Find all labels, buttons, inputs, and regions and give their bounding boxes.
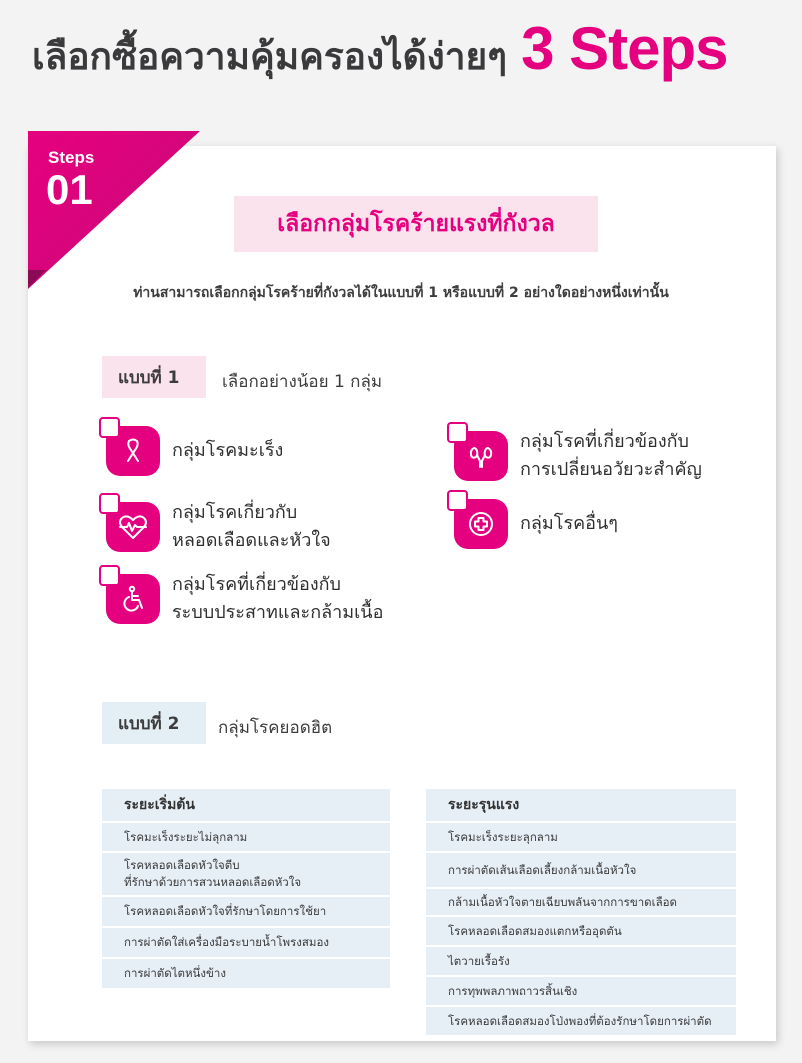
option-checkbox[interactable]: [447, 490, 468, 511]
step-title: เลือกกลุ่มโรคร้ายแรงที่กังวล: [234, 196, 598, 252]
option-label-line2: ระบบประสาทและกล้ามเนื้อ: [172, 602, 384, 623]
early-stage-table: [102, 789, 390, 988]
table-row: การทุพพลภาพถาวรสิ้นเชิง: [426, 975, 736, 1005]
option-checkbox[interactable]: [447, 422, 468, 443]
table-row: การผ่าตัดเส้นเลือดเลี้ยงกล้ามเนื้อหัวใจ: [426, 851, 736, 887]
step-description: ท่านสามารถเลือกกลุ่มโรคร้ายที่กังวลได้ในแบบที่ 1 หรือแบบที่ 2 อย่างใดอย่างหนึ่งเท่านั้น: [133, 285, 669, 301]
plan1-description: เลือกอย่างน้อย 1 กลุ่ม: [222, 372, 383, 392]
medical-cross-icon: [454, 499, 508, 549]
option-label-line2: การเปลี่ยนอวัยวะสำคัญ: [520, 459, 702, 480]
option-label: กลุ่มโรคมะเร็ง: [172, 440, 284, 461]
plan2-description: กลุ่มโรคยอดฮิต: [218, 718, 333, 738]
plan1-label: แบบที่ 1: [102, 356, 206, 398]
table-row: การผ่าตัดไตหนึ่งข้าง: [102, 957, 390, 988]
severe-stage-table: [426, 789, 736, 1035]
option-neuromuscular[interactable]: [106, 571, 383, 627]
headline-text: เลือกซื้อความคุ้มครองได้ง่ายๆ: [32, 35, 508, 78]
table-row: โรคหลอดเลือดสมองแตกหรืออุดตัน: [426, 915, 736, 945]
option-checkbox[interactable]: [99, 493, 120, 514]
headline-accent: 3 Steps: [521, 15, 728, 82]
step-number: 01: [46, 166, 93, 213]
cancer-ribbon-icon: [106, 426, 160, 476]
option-cardiovascular[interactable]: [106, 499, 331, 555]
option-checkbox[interactable]: [99, 565, 120, 586]
table-row-line1: โรคหลอดเลือดหัวใจตีบ: [124, 858, 240, 872]
step-label: Steps: [48, 148, 95, 167]
early-stage-header: ระยะเริ่มต้น: [124, 797, 195, 813]
severe-stage-header: ระยะรุนแรง: [448, 797, 520, 813]
option-organ-transplant[interactable]: [454, 428, 702, 484]
table-row: ไตวายเรื้อรัง: [426, 945, 736, 975]
option-label-line1: กลุ่มโรคที่เกี่ยวข้องกับ: [172, 574, 341, 595]
option-other[interactable]: [454, 499, 618, 549]
option-cancer[interactable]: [106, 426, 283, 476]
table-row: โรคมะเร็งระยะไม่ลุกลาม: [102, 821, 390, 851]
table-row-line2: ที่รักษาด้วยการสวนหลอดเลือดหัวใจ: [124, 875, 302, 889]
plan2-label: แบบที่ 2: [102, 702, 206, 744]
wheelchair-icon: [106, 574, 160, 624]
option-checkbox[interactable]: [99, 417, 120, 438]
table-row: โรคหลอดเลือดหัวใจที่รักษาโดยการใช้ยา: [102, 895, 390, 926]
table-row: กล้ามเนื้อหัวใจตายเฉียบพลันจากการขาดเลือด: [426, 887, 736, 915]
table-row: [102, 851, 390, 895]
table-row: การผ่าตัดใส่เครื่องมือระบายน้ำโพรงสมอง: [102, 926, 390, 957]
option-label-line2: หลอดเลือดและหัวใจ: [172, 530, 331, 551]
option-label-line1: กลุ่มโรคเกี่ยวกับ: [172, 502, 298, 523]
option-label-line1: กลุ่มโรคที่เกี่ยวข้องกับ: [520, 431, 689, 452]
option-label: กลุ่มโรคอื่นๆ: [520, 513, 618, 534]
table-row: โรคหลอดเลือดสมองโป่งพองที่ต้องรักษาโดยการผ่าตัด: [426, 1005, 736, 1035]
headline: [32, 14, 728, 86]
heart-pulse-icon: [106, 502, 160, 552]
organ-icon: [454, 431, 508, 481]
table-row: โรคมะเร็งระยะลุกลาม: [426, 821, 736, 851]
